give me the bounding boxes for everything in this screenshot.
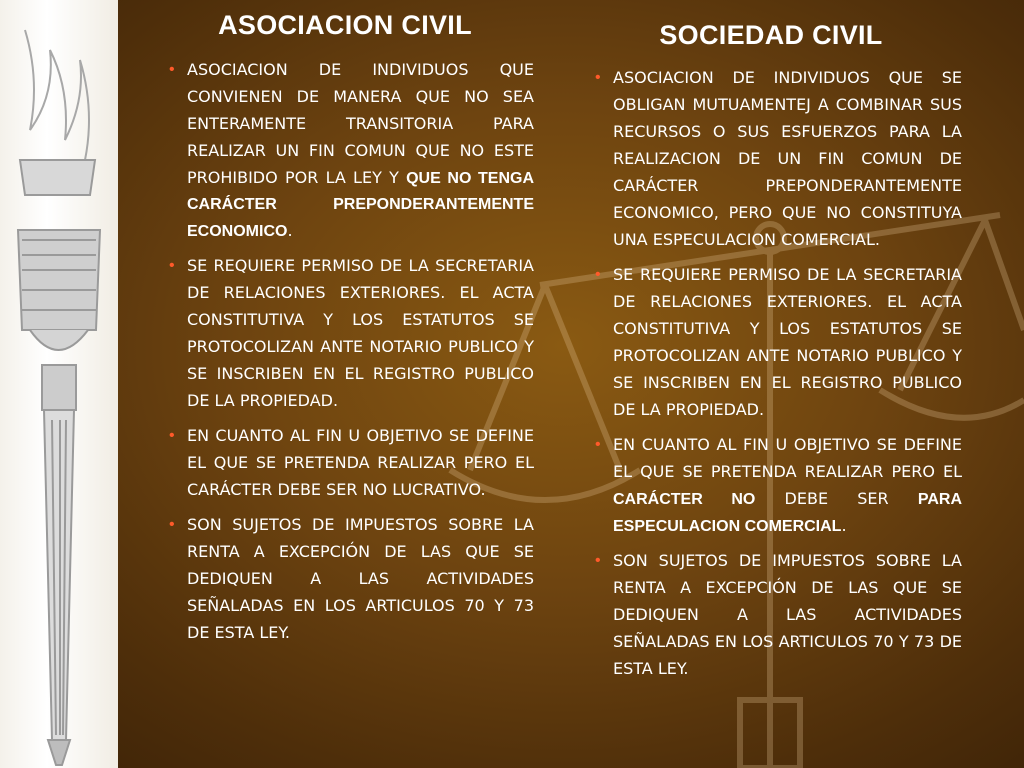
list-item [168,512,534,647]
list-item [594,432,962,540]
item-text: SE REQUIERE PERMISO DE LA SECRETARIA DE RELACIONES EXTERIORES. EL ACTA CONSTITUTIVA Y LOS ESTATUTOS SE PROTOCOLIZAN ANTE NOTARIO PUBLICO Y SE INSCRIBEN EN EL REGISTRO PUBLICO DE LA PROPIEDAD. [613,265,962,419]
item-bold-text: PARA ESPECULACION COMERCIAL [613,491,963,535]
item-text: EN CUANTO AL FIN U OBJETIVO SE DEFINE EL QUE SE PRETENDA REALIZAR PERO EL [613,435,962,481]
list-item [168,253,534,415]
torch-icon [0,0,118,768]
sociedad-civil-list [594,65,962,683]
list-item [594,548,962,683]
torch-panel [0,0,118,768]
asociacion-civil-list [168,57,534,647]
list-item [168,57,534,245]
item-text: DEBE SER [755,489,918,508]
item-text: EN CUANTO AL FIN U OBJETIVO SE DEFINE EL QUE SE PRETENDA REALIZAR PERO EL CARÁCTER DEBE SER NO LUCRATIVO. [187,426,534,499]
item-text: ASOCIACION DE INDIVIDUOS QUE SE OBLIGAN MUTUAMENTEJ A COMBINAR SUS RECURSOS O SUS ESFUERZOS PARA LA REALIZACION DE UN FIN COMUN DE CARÁCTER PREPONDERANTEMENTE ECONOMICO, PERO QUE NO CONSTITUYA UNA ESPECULACION COMERCIAL. [613,68,962,249]
list-item [594,262,962,424]
asociacion-civil-column [168,10,534,655]
item-bold-text: CARÁCTER NO [613,491,756,508]
asociacion-civil-title: ASOCIACION CIVIL [218,10,472,40]
item-text: . [287,221,293,240]
list-item [168,423,534,504]
sociedad-civil-title: SOCIEDAD CIVIL [659,20,883,50]
sociedad-civil-column [594,10,962,691]
item-text: ASOCIACION DE INDIVIDUOS QUE CONVIENEN DE MANERA QUE NO SEA ENTERAMENTE TRANSITORIA PARA REALIZAR UN FIN COMUN QUE NO ESTE PROHIBIDO POR LA LEY Y [187,60,534,187]
item-text: SE REQUIERE PERMISO DE LA SECRETARIA DE RELACIONES EXTERIORES. EL ACTA CONSTITUTIVA Y LOS ESTATUTOS SE PROTOCOLIZAN ANTE NOTARIO PUBLICO Y SE INSCRIBEN EN EL REGISTRO PUBLICO DE LA PROPIEDAD. [187,256,534,410]
item-text: SON SUJETOS DE IMPUESTOS SOBRE LA RENTA A EXCEPCIÓN DE LAS QUE SE DEDIQUEN A LAS ACTIVIDADES SEÑALADAS EN LOS ARTICULOS 70 Y 73 DE ESTA LEY. [187,515,534,642]
list-item [594,65,962,254]
item-bold-text: QUE NO TENGA CARÁCTER PREPONDERANTEMENTE ECONOMICO [187,170,534,240]
item-text: . [841,516,847,535]
item-text: SON SUJETOS DE IMPUESTOS SOBRE LA RENTA A EXCEPCIÓN DE LAS QUE SE DEDIQUEN A LAS ACTIVIDADES SEÑALADAS EN LOS ARTICULOS 70 Y 73 DE ESTA LEY. [613,551,962,678]
